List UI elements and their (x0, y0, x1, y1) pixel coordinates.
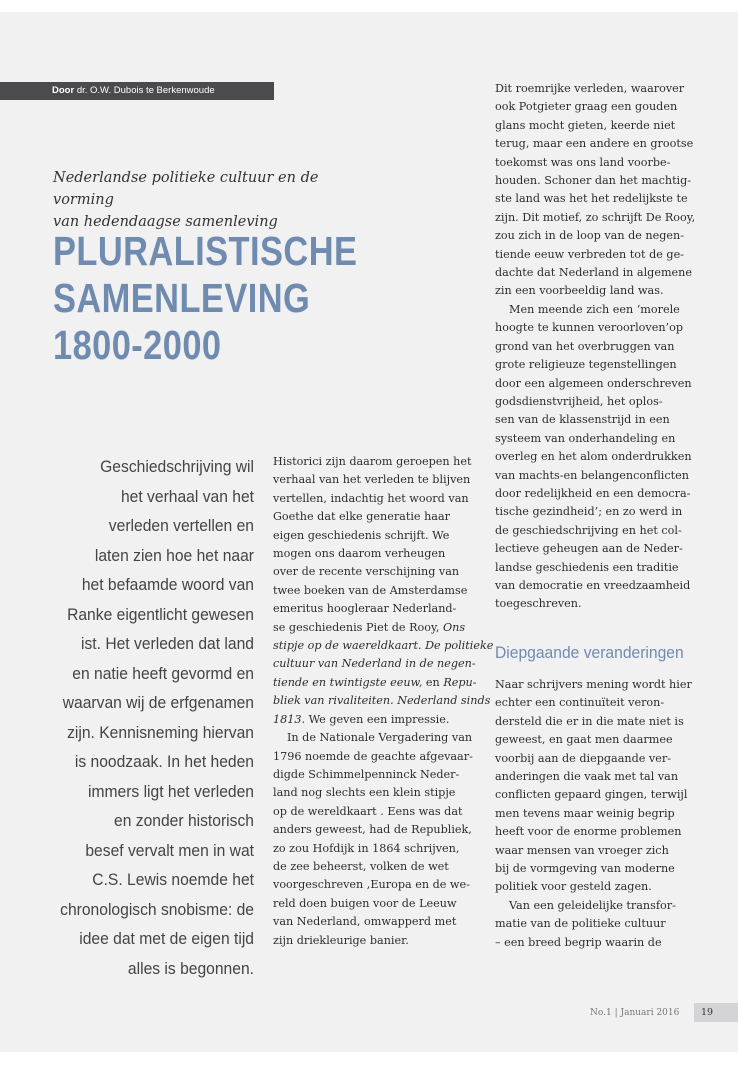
byline-prefix: Door (52, 85, 75, 96)
body-line: sen van de klassenstrijd in een (495, 413, 670, 427)
pull-quote-line: Ranke eigentlicht gewesen (67, 604, 254, 624)
body-line: In de Nationale Vergadering van (287, 731, 473, 745)
pull-quote (57, 452, 254, 983)
pull-quote-line: is noodzaak. In het heden (74, 752, 254, 771)
body-line: tiende eeuw verbreden tot de ge- (495, 247, 684, 261)
body-line: hoogte te kunnen veroorloven’op (495, 321, 683, 335)
pull-quote-line: alles is begonnen. (127, 958, 254, 978)
body-line: bliek van rivaliteiten. Nederland sinds (273, 694, 491, 708)
body-line: overleg en het alom onderdrukken (495, 450, 692, 464)
body-line: toegeschreven. (495, 597, 582, 611)
body-line: glans mocht gieten, keerde niet (495, 118, 676, 132)
pull-quote-line: zijn. Kennisneming hiervan (67, 722, 254, 742)
body-line: waar mensen van vroeger zich (495, 843, 669, 857)
body-line: politiek voor gesteld zagen. (495, 880, 652, 894)
body-line: tische gezindheid’; en zo werd in (495, 505, 683, 519)
body-line: bij de vormgeving van moderne (495, 862, 675, 876)
author-byline (0, 82, 274, 100)
issue-date: No.1 | Januari 2016 (590, 1008, 680, 1018)
body-line: 1813. We geven een impressie. (273, 712, 450, 726)
body-line: godsdienstvrijheid, het oplos- (495, 394, 663, 408)
body-line: 1796 noemde de geachte afgevaar- (273, 749, 473, 763)
body-line: echter een continuïteit veron- (495, 696, 665, 710)
body-line: anderingen die vaak met tal van (495, 770, 679, 784)
pull-quote-line: laten zien hoe het naar (94, 545, 254, 565)
body-line: zijn driekleurige banier. (273, 933, 409, 947)
body-line: op de wereldkaart . Eens was dat (273, 804, 463, 818)
body-line: twee boeken van de Amsterdamse (273, 583, 468, 597)
body-line: heeft voor de enorme problemen (495, 825, 682, 839)
body-line: matie van de politieke cultuur (495, 917, 666, 931)
body-line: landse geschiedenis een traditie (495, 560, 679, 574)
pull-quote-line: Geschiedschrijving wil (100, 457, 254, 476)
body-line: se geschiedenis Piet de Rooy, Ons (273, 620, 466, 634)
subtitle-line: Nederlandse politieke cultuur en de vorming (53, 170, 319, 208)
body-line: zijn. Dit motief, zo schrijft De Rooy, (495, 210, 696, 224)
body-line: zo zou Hofdijk in 1864 schrijven, (273, 841, 460, 855)
body-line: de geschiedschrijving en het col- (495, 523, 682, 537)
pull-quote-line: immers ligt het verleden (87, 781, 254, 801)
body-line: Men meende zich een ‘morele (509, 302, 680, 316)
body-line: digde Schimmelpenninck Neder- (273, 767, 460, 781)
body-line: Goethe dat elke generatie haar (273, 510, 450, 524)
body-line: stipje op de waereldkaart. De politieke (273, 639, 494, 653)
body-line: terug, maar een andere en grootse (495, 137, 694, 151)
subtitle-line: van hedendaagse samenleving (53, 214, 278, 230)
pull-quote-line: waarvan wij de erfgenamen (62, 693, 255, 712)
body-line: over de recente verschijning van (273, 565, 460, 579)
article-subtitle (53, 167, 383, 233)
body-line: grond van het overbruggen van (495, 339, 675, 353)
body-line: lectieve geheugen aan de Neder- (495, 542, 683, 556)
body-line: mogen ons daarom verheugen (273, 547, 446, 561)
body-column-2 (495, 80, 699, 614)
body-line: dachte dat Nederland in algemene (495, 266, 692, 280)
title-line: SAMENLEVING (53, 275, 311, 321)
body-line: eigen geschiedenis schrijft. We (273, 528, 450, 542)
pull-quote-line: en natie heeft gevormd en (72, 663, 255, 683)
body-line: toekomst was ons land voorbe- (495, 155, 671, 169)
pull-quote-line: idee dat met de eigen tijd (79, 929, 254, 948)
pull-quote-line: en zonder historisch (114, 811, 254, 830)
page-number: 19 (694, 1003, 738, 1022)
pull-quote-line: het befaamde woord van (81, 575, 254, 594)
body-line: conflicten gepaard gingen, terwijl (495, 788, 688, 802)
body-line: van machts-en belangenconflicten (495, 468, 689, 482)
body-line: van Nederland, omwapperd met (273, 915, 457, 929)
body-column-2-continued (495, 676, 699, 952)
article-title (53, 228, 406, 369)
pull-quote-line: chronologisch snobisme: de (60, 899, 254, 919)
body-line: land nog slechts een klein stipje (273, 786, 456, 800)
body-line: dersteld die er in die mate niet is (495, 714, 684, 728)
body-line: vertellen, indachtig het woord van (273, 491, 469, 505)
pull-quote-line: verleden vertellen en (108, 516, 254, 535)
body-line: systeem van onderhandeling en (495, 431, 676, 445)
body-line: Naar schrijvers mening wordt hier (495, 678, 692, 691)
body-line: ste land was het het redelijkste te (495, 192, 688, 206)
pull-quote-line: het verhaal van het (120, 486, 254, 506)
body-line: men tevens maar weinig begrip (495, 806, 675, 820)
body-line: Van een geleidelijke transfor- (509, 898, 676, 912)
body-line: geweest, en gaat men daarmee (495, 733, 673, 747)
pull-quote-line: C.S. Lewis noemde het (92, 870, 254, 889)
body-line: – een breed begrip waarin de (495, 935, 662, 949)
body-line: reld doen buigen voor de Leeuw (273, 896, 457, 910)
body-line: Dit roemrijke verleden, waarover (495, 82, 685, 95)
body-line: van democratie en vreedzaamheid (495, 578, 691, 592)
pull-quote-line: ist. Het verleden dat land (80, 634, 254, 653)
body-line: verhaal van het verleden te blijven (273, 473, 471, 487)
body-line: ook Potgieter graag een gouden (495, 100, 678, 114)
body-line: houden. Schoner dan het machtig- (495, 174, 692, 188)
title-line: 1800-2000 (53, 322, 222, 368)
body-line: cultuur van Nederland in de negen- (273, 657, 476, 671)
body-line: door een algemeen onderschreven (495, 376, 692, 390)
section-heading: Diepgaande veranderingen (495, 643, 684, 662)
body-column-1 (273, 453, 494, 950)
body-line: zin een voorbeeldig land was. (495, 284, 664, 298)
body-line: door redelijkheid en een democra- (495, 486, 691, 500)
title-line: PLURALISTISCHE (53, 228, 358, 274)
byline-author: dr. O.W. Dubois te Berkenwoude (76, 85, 215, 96)
body-line: Historici zijn daarom geroepen het (273, 455, 472, 468)
pull-quote-line: besef vervalt men in wat (85, 840, 254, 860)
body-line: de zee beheerst, volken de wet (273, 859, 449, 873)
body-line: tiende en twintigste eeuw, en Repu- (273, 675, 477, 689)
body-line: emeritus hoogleraar Nederland- (273, 602, 457, 616)
body-line: anders geweest, had de Republiek, (273, 823, 472, 837)
body-line: voorbij aan de diepgaande ver- (495, 751, 671, 765)
body-line: voorgeschreven ,Europa en de we- (273, 878, 470, 892)
body-line: zou zich in de loop van de negen- (495, 229, 685, 243)
body-line: grote religieuze tegenstellingen (495, 358, 677, 372)
